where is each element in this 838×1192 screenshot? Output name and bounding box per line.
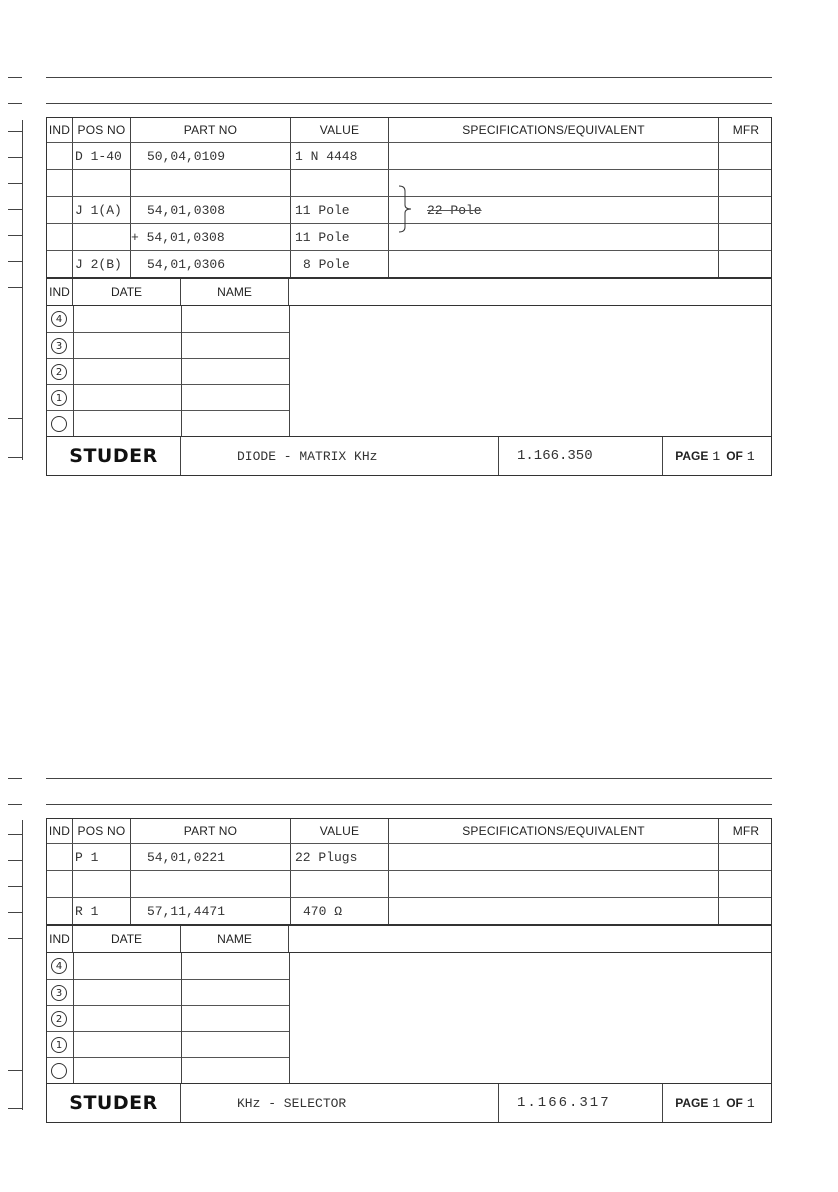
parts-list-sheet — [46, 818, 772, 1123]
row-value — [291, 170, 389, 196]
table-row — [47, 870, 771, 897]
table-header — [47, 818, 771, 843]
margin-tick — [8, 183, 22, 184]
row-spec — [389, 224, 719, 250]
margin-tick — [8, 804, 22, 805]
page-label: PAGE — [675, 1096, 709, 1110]
revision-block — [46, 925, 772, 1123]
margin-tick — [8, 287, 22, 288]
revision-index: 3 — [51, 985, 67, 1001]
row-part-no: 54,01,0221 — [131, 844, 291, 870]
margin-tick — [8, 209, 22, 210]
margin-tick — [22, 120, 23, 460]
margin-tick — [8, 418, 22, 419]
row-ind — [47, 224, 73, 250]
row-pos-no: P 1 — [73, 844, 131, 870]
row-mfr — [719, 224, 773, 250]
revision-header — [47, 278, 771, 306]
header-part-no: PART NO — [131, 819, 291, 843]
row-mfr — [719, 143, 773, 169]
row-spec — [389, 844, 719, 870]
header-ind: IND — [47, 118, 73, 142]
row-part-no: 50,04,0109 — [131, 143, 291, 169]
row-part-no — [131, 170, 291, 196]
row-part-no: 54,01,0306 — [131, 251, 291, 277]
page-indicator — [663, 437, 773, 475]
brace-bracket — [397, 185, 413, 233]
parts-list-sheet — [46, 117, 772, 476]
revision-index: 2 — [51, 1011, 67, 1027]
header-specifications: SPECIFICATIONS/EQUIVALENT — [389, 118, 719, 142]
margin-tick — [8, 860, 22, 861]
row-ind — [47, 844, 73, 870]
row-part-no: 57,11,4471 — [131, 898, 291, 924]
row-pos-no: R 1 — [73, 898, 131, 924]
title-block — [47, 436, 771, 475]
row-pos-no: J 1(A) — [73, 197, 131, 223]
margin-tick — [8, 157, 22, 158]
margin-tick — [8, 1108, 22, 1109]
row-value — [291, 871, 389, 897]
page-label: PAGE — [675, 449, 709, 463]
margin-tick — [22, 820, 23, 1110]
title-block — [47, 1083, 771, 1122]
margin-tick — [8, 778, 22, 779]
margin-tick — [8, 261, 22, 262]
margin-tick — [8, 235, 22, 236]
header-mfr: MFR — [732, 824, 760, 838]
row-value: 11 Pole — [291, 197, 389, 223]
drawing-number: 1.166.317 — [499, 1084, 663, 1122]
margin-tick — [8, 457, 22, 458]
row-ind — [47, 898, 73, 924]
margin-tick — [8, 77, 22, 78]
margin-tick — [8, 1070, 22, 1071]
of-label: OF — [726, 449, 743, 463]
column-divider — [289, 953, 290, 1083]
revision-row — [47, 384, 289, 411]
page-number: 1 — [712, 448, 721, 464]
column-divider — [181, 953, 182, 1083]
brace-note: 22 Pole — [427, 203, 482, 218]
table-row — [47, 142, 771, 169]
table-header — [47, 117, 771, 142]
header-mfr: MFR — [732, 123, 760, 137]
column-divider — [73, 953, 74, 1083]
row-value: 22 Plugs — [291, 844, 389, 870]
revision-header-ind: IND — [47, 926, 73, 952]
page-total: 1 — [746, 1095, 755, 1111]
top-rule — [46, 804, 772, 805]
revision-rows — [47, 953, 771, 1083]
revision-index: 1 — [51, 1037, 67, 1053]
revision-row — [47, 953, 289, 979]
header-value: VALUE — [291, 819, 389, 843]
revision-index: 3 — [51, 338, 67, 354]
studer-logo: STUDER — [47, 1084, 181, 1122]
row-value: 470 Ω — [291, 898, 389, 924]
revision-header-ind: IND — [47, 279, 73, 305]
row-ind — [47, 197, 73, 223]
of-label: OF — [726, 1096, 743, 1110]
row-value: 8 Pole — [291, 251, 389, 277]
column-divider — [73, 306, 74, 436]
page-number: 1 — [712, 1095, 721, 1111]
revision-header-date: DATE — [73, 926, 181, 952]
row-value: 1 N 4448 — [291, 143, 389, 169]
row-pos-no: D 1-40 — [73, 143, 131, 169]
header-specifications: SPECIFICATIONS/EQUIVALENT — [389, 819, 719, 843]
top-rule — [46, 778, 772, 779]
revision-header-name: NAME — [181, 926, 289, 952]
revision-row — [47, 979, 289, 1006]
revision-header-date: DATE — [73, 279, 181, 305]
header-pos-no: POS NO — [73, 118, 131, 142]
revision-row — [47, 358, 289, 385]
drawing-number: 1.166.350 — [499, 437, 663, 475]
revision-index — [51, 1063, 67, 1079]
row-spec — [389, 251, 719, 277]
row-mfr — [719, 251, 773, 277]
row-part-no: + 54,01,0308 — [131, 224, 291, 250]
revision-index — [51, 416, 67, 432]
revision-row — [47, 1057, 289, 1084]
revision-index: 1 — [51, 390, 67, 406]
revision-header-name: NAME — [181, 279, 289, 305]
row-ind — [47, 170, 73, 196]
parts-table — [46, 818, 772, 925]
page-total: 1 — [746, 448, 755, 464]
row-pos-no: J 2(B) — [73, 251, 131, 277]
header-ind: IND — [47, 819, 73, 843]
page-indicator — [663, 1084, 773, 1122]
revision-row — [47, 410, 289, 437]
revision-row — [47, 332, 289, 359]
row-spec — [389, 143, 719, 169]
revision-index: 4 — [51, 958, 67, 974]
parts-table — [46, 117, 772, 278]
revision-index: 4 — [51, 311, 67, 327]
row-pos-no — [73, 871, 131, 897]
margin-tick — [8, 103, 22, 104]
row-ind — [47, 251, 73, 277]
row-ind — [47, 143, 73, 169]
row-part-no — [131, 871, 291, 897]
row-spec — [389, 871, 719, 897]
margin-tick — [8, 886, 22, 887]
row-mfr — [719, 844, 773, 870]
table-row — [47, 897, 771, 924]
margin-tick — [8, 912, 22, 913]
drawing-title: KHz - SELECTOR — [181, 1084, 499, 1122]
revision-row — [47, 306, 289, 332]
revision-block — [46, 278, 772, 476]
top-rule — [46, 103, 772, 104]
top-rule — [46, 77, 772, 78]
row-value: 11 Pole — [291, 224, 389, 250]
row-spec — [389, 170, 719, 196]
margin-tick — [8, 834, 22, 835]
row-pos-no — [73, 224, 131, 250]
header-pos-no: POS NO — [73, 819, 131, 843]
row-mfr — [719, 871, 773, 897]
header-value: VALUE — [291, 118, 389, 142]
revision-row — [47, 1031, 289, 1058]
row-part-no: 54,01,0308 — [131, 197, 291, 223]
row-pos-no — [73, 170, 131, 196]
header-part-no: PART NO — [131, 118, 291, 142]
revision-header — [47, 925, 771, 953]
margin-tick — [8, 131, 22, 132]
table-row — [47, 843, 771, 870]
row-spec — [389, 898, 719, 924]
row-ind — [47, 871, 73, 897]
drawing-title: DIODE - MATRIX KHz — [181, 437, 499, 475]
revision-index: 2 — [51, 364, 67, 380]
column-divider — [181, 306, 182, 436]
margin-tick — [8, 938, 22, 939]
revision-rows — [47, 306, 771, 436]
table-row — [47, 250, 771, 277]
column-divider — [289, 306, 290, 436]
revision-row — [47, 1005, 289, 1032]
row-mfr — [719, 898, 773, 924]
row-mfr — [719, 170, 773, 196]
studer-logo: STUDER — [47, 437, 181, 475]
row-mfr — [719, 197, 773, 223]
